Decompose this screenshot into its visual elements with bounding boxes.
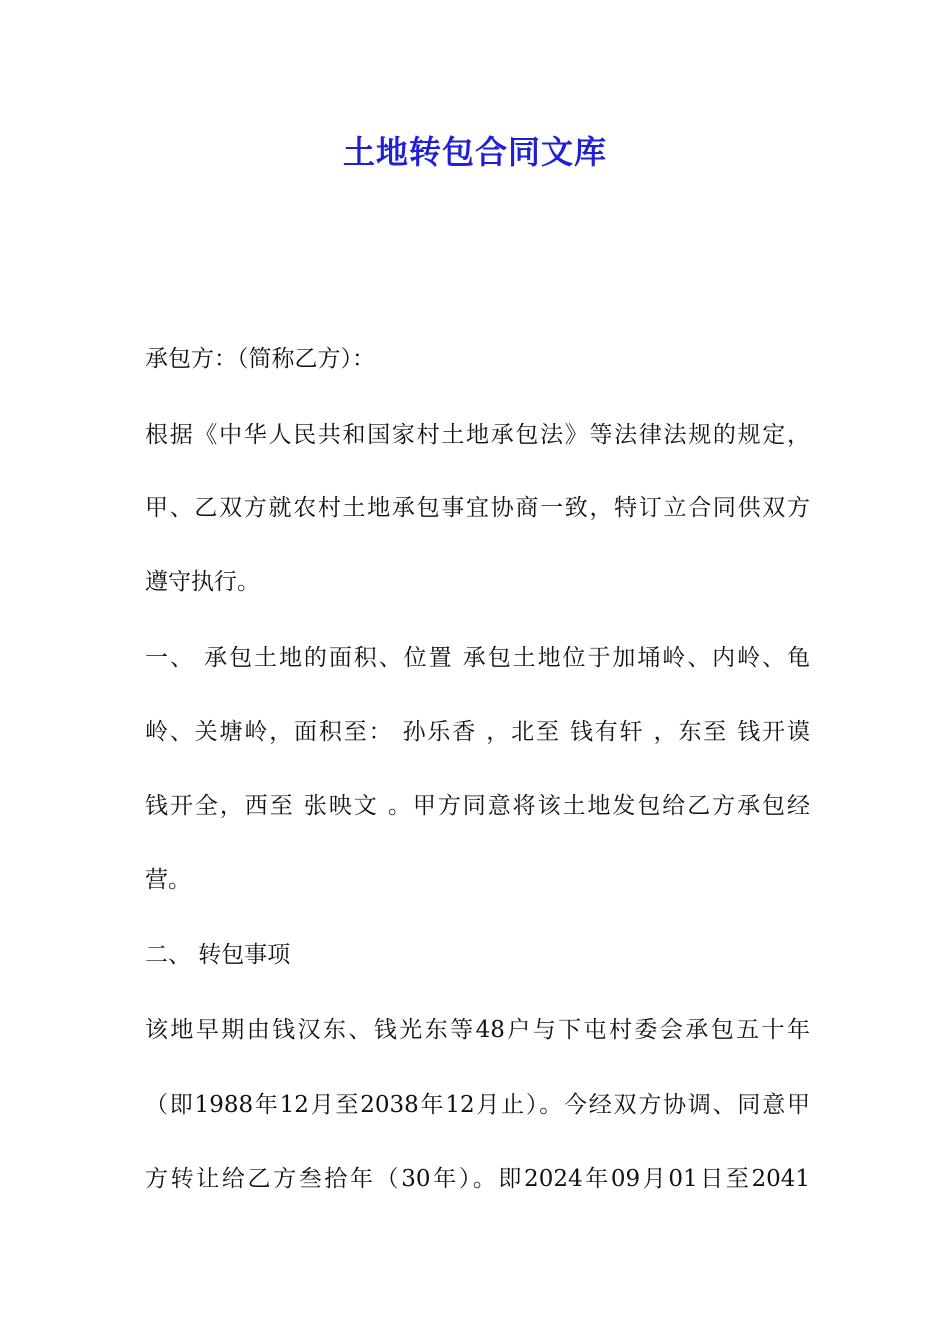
text-line-boundaries-cont: 钱开全，西至 张映文 。甲方同意将该土地发包给乙方承包经 [145,793,810,819]
text-line-agreement: 甲、乙双方就农村土地承包事宜协商一致，特订立合同供双方 [145,495,810,521]
section-heading-sublease: 二、 转包事项 [145,942,291,968]
text-line-operate: 营。 [145,867,191,893]
text-line-boundaries: 岭、关塘岭，面积至： 孙乐香 ，北至 钱有轩 ，东至 钱开谟 [145,719,810,745]
text-line-history: 该地早期由钱汉东、钱光东等48户与下屯村委会承包五十年 [145,1017,810,1043]
text-line-comply: 遵守执行。 [145,569,260,595]
text-line-transfer: 方转让给乙方叁拾年（30年）。即2024年09月01日至2041 [145,1166,810,1192]
text-line-lessee: 承包方：（简称乙方）： [145,346,375,372]
text-line-basis: 根据《中华人民共和国家村土地承包法》等法律法规的规定， [145,422,810,448]
text-line-period: （即1988年12月至2038年12月止）。今经双方协调、同意甲 [145,1092,810,1118]
section-heading-area-location: 一、 承包土地的面积、位置 承包土地位于加埇岭、内岭、龟 [145,645,810,671]
document-title: 土地转包合同文库 [342,133,607,171]
